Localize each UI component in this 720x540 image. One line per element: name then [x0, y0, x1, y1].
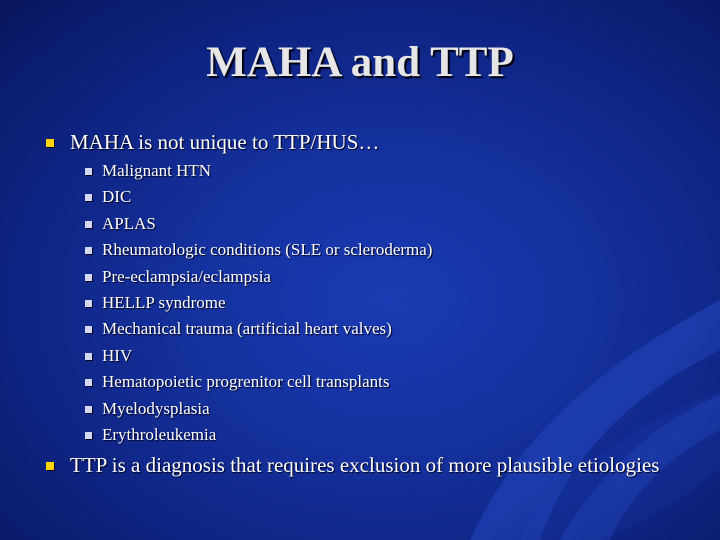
bullet-ttp-diagnosis-exclusion	[44, 453, 684, 478]
sub-bullet-text: DIC	[102, 187, 132, 207]
sub-bullet-item	[44, 211, 684, 237]
sub-bullet-text: APLAS	[102, 213, 156, 233]
sub-bullet-item	[44, 422, 684, 448]
bullet-text: MAHA is not unique to TTP/HUS…	[70, 130, 380, 154]
lavender-square-bullet-icon	[85, 406, 92, 413]
lavender-square-bullet-icon	[85, 247, 92, 254]
slide-content	[44, 130, 684, 478]
sub-bullet-text: HELLP syndrome	[102, 293, 226, 313]
sub-bullet-list	[44, 158, 684, 448]
sub-bullet-item	[44, 158, 684, 184]
sub-bullet-text: Erythroleukemia	[102, 425, 217, 445]
lavender-square-bullet-icon	[85, 194, 92, 201]
lavender-square-bullet-icon	[85, 221, 92, 228]
sub-bullet-item	[44, 396, 684, 422]
sub-bullet-item	[44, 316, 684, 342]
yellow-square-bullet-icon	[46, 139, 54, 147]
bullet-text: TTP is a diagnosis that requires exclusion of more plausible etiologies	[70, 453, 660, 478]
lavender-square-bullet-icon	[85, 379, 92, 386]
sub-bullet-text: Myelodysplasia	[102, 398, 210, 418]
sub-bullet-text: Hematopoietic progrenitor cell transplants	[102, 372, 390, 392]
sub-bullet-text: Mechanical trauma (artificial heart valves)	[102, 319, 392, 339]
lavender-square-bullet-icon	[85, 274, 92, 281]
lavender-square-bullet-icon	[85, 326, 92, 333]
bullet-maha-not-unique	[44, 130, 684, 155]
sub-bullet-text: Malignant HTN	[102, 161, 212, 180]
sub-bullet-text: HIV	[102, 345, 133, 365]
sub-bullet-text: Rheumatologic conditions (SLE or scleroderma)	[102, 240, 433, 260]
slide-title: MAHA and TTP	[206, 39, 514, 86]
lavender-square-bullet-icon	[85, 353, 92, 360]
lavender-square-bullet-icon	[85, 168, 92, 175]
lavender-square-bullet-icon	[85, 432, 92, 439]
sub-bullet-item	[44, 290, 684, 316]
sub-bullet-text: Pre-eclampsia/eclampsia	[102, 266, 271, 286]
yellow-square-bullet-icon	[46, 462, 54, 470]
sub-bullet-item	[44, 343, 684, 369]
sub-bullet-item	[44, 264, 684, 290]
lavender-square-bullet-icon	[85, 300, 92, 307]
sub-bullet-item	[44, 237, 684, 263]
sub-bullet-item	[44, 369, 684, 395]
sub-bullet-item	[44, 184, 684, 210]
